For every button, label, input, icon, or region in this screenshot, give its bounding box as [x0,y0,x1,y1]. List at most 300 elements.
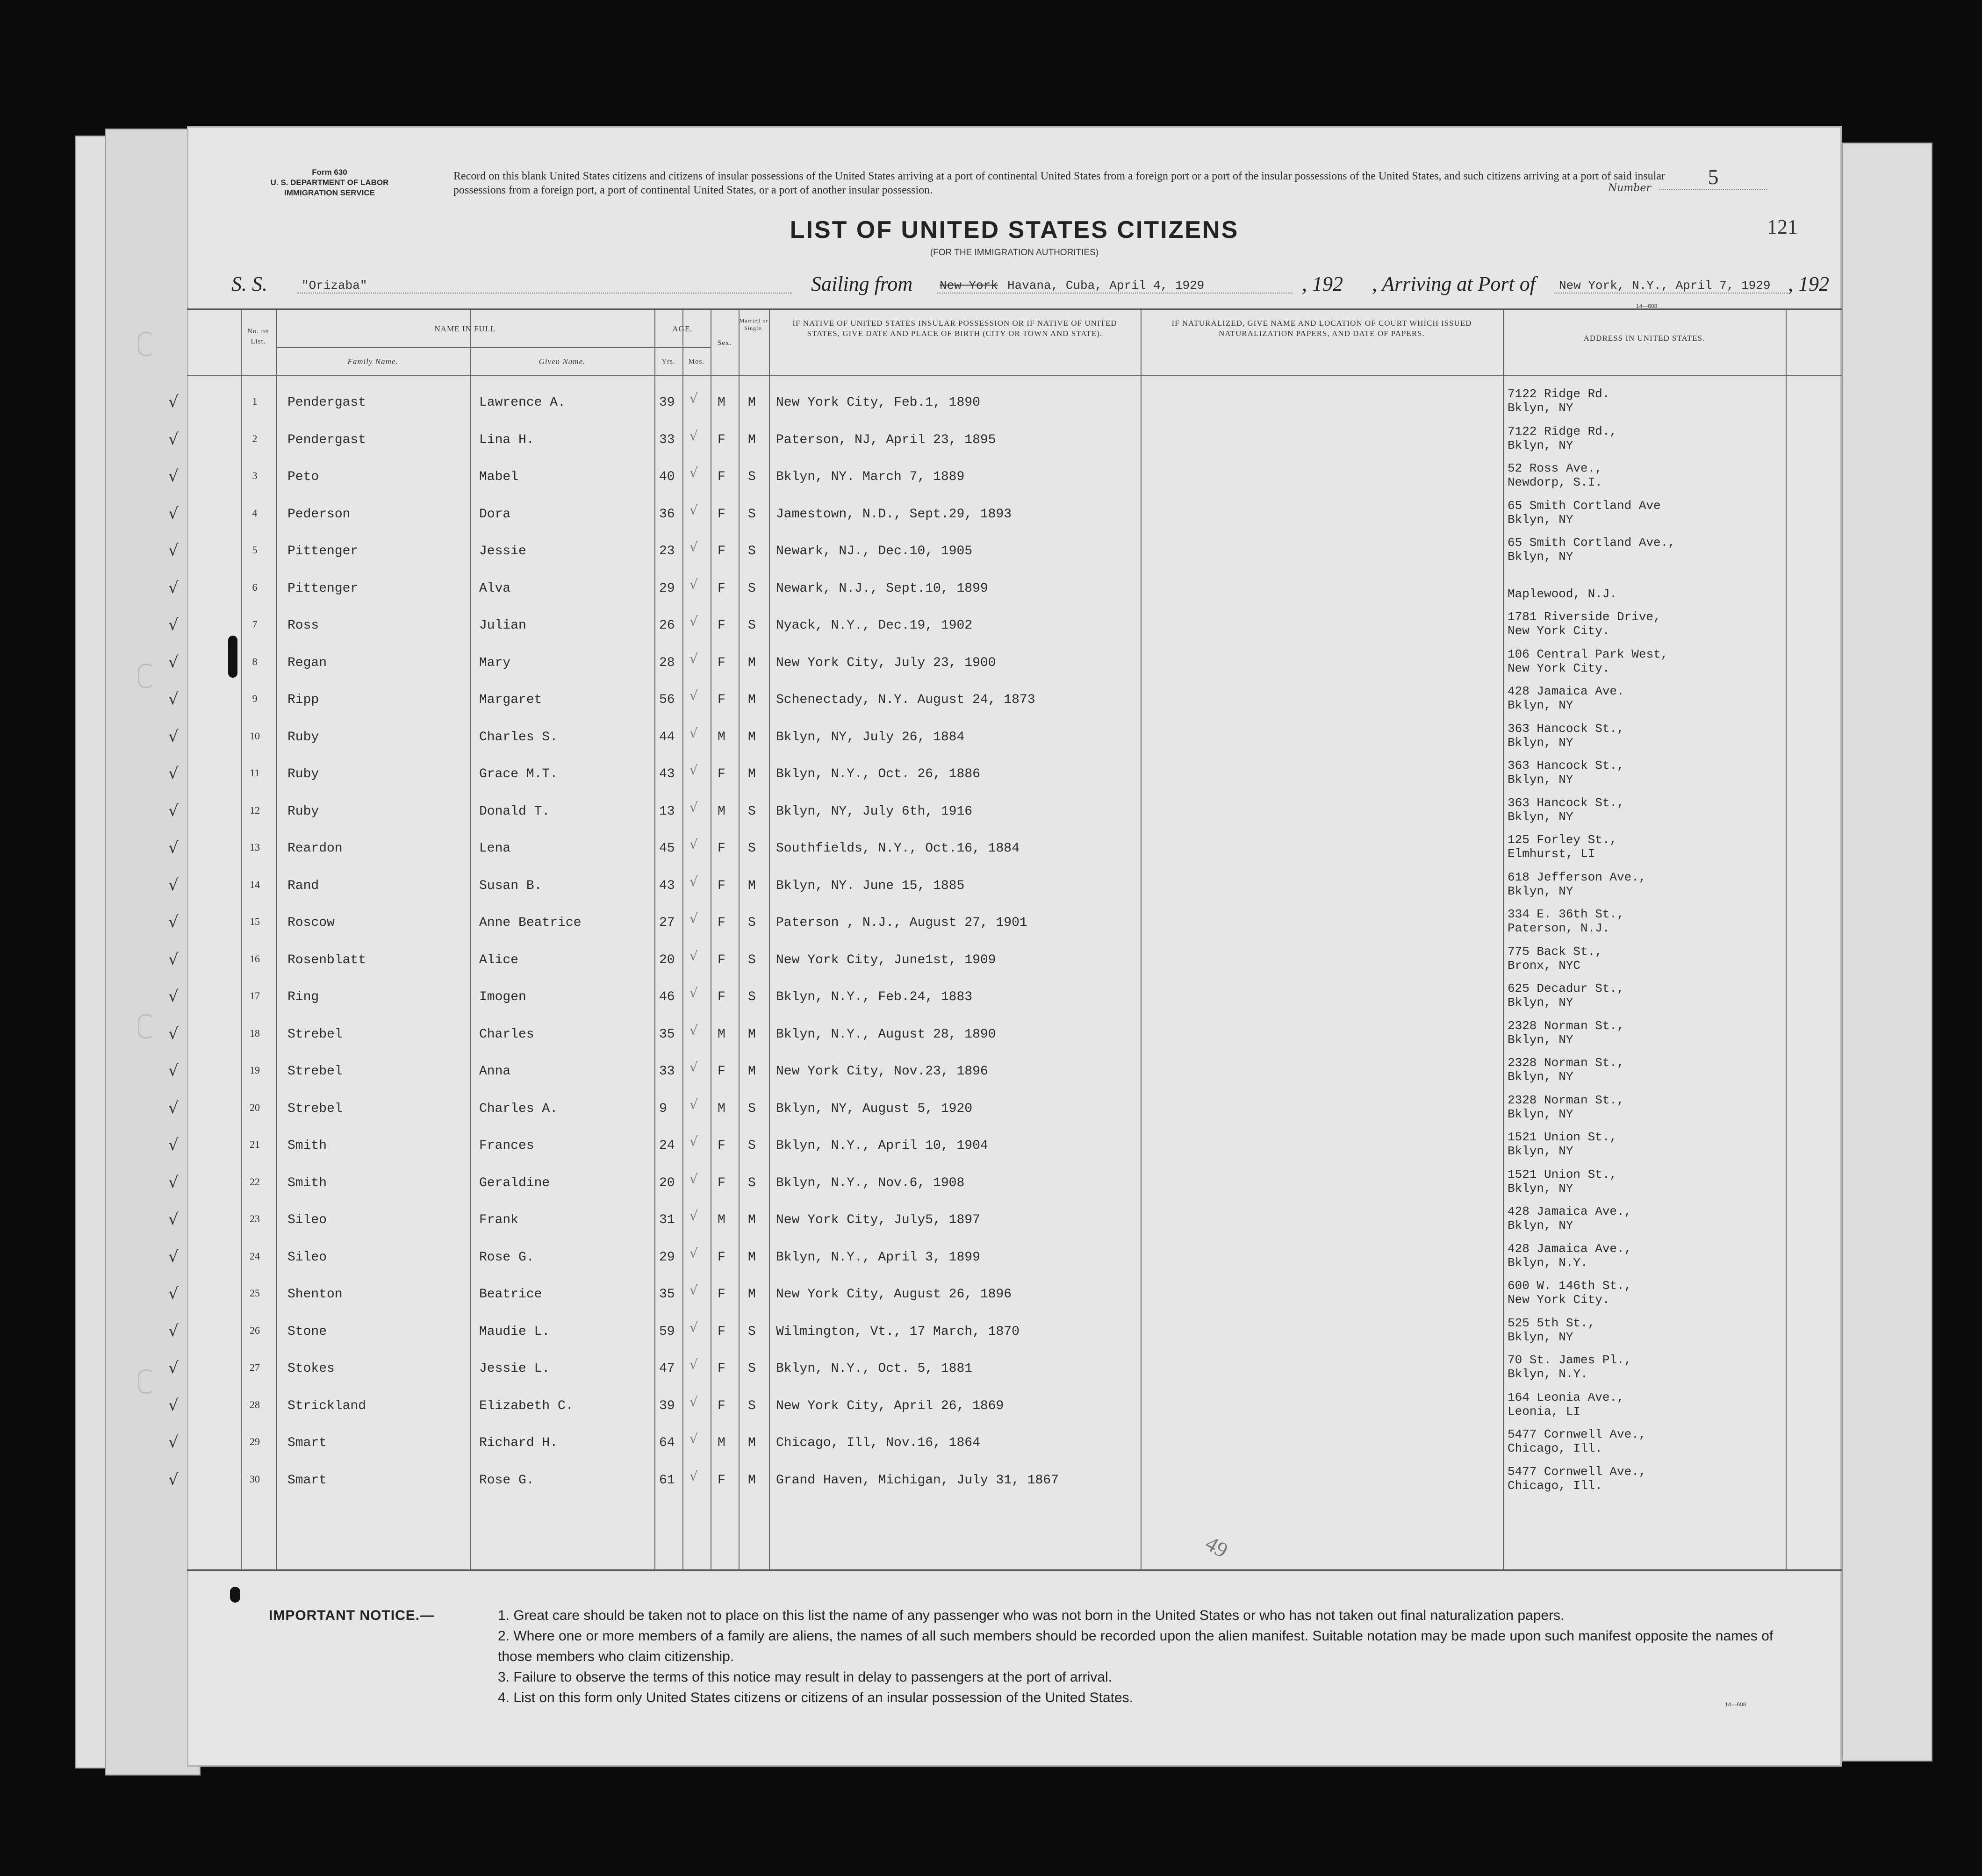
marital-status: S [748,1101,756,1116]
marital-status: M [748,1287,756,1302]
age-years: 24 [659,1138,675,1153]
address-line-1: 1781 Riverside Drive, [1508,610,1661,624]
address-line-1: 2328 Norman St., [1508,1056,1624,1070]
arrival-port: New York, N.Y., April 7, 1929 [1559,279,1771,293]
birth-place-date: Wilmington, Vt., 17 March, 1870 [776,1324,1020,1339]
ship-name: "Orizaba" [302,279,367,293]
address-line-2: Bklyn, N.Y. [1508,1367,1588,1381]
family-name: Strebel [287,1064,343,1079]
address-line-1: 5477 Cornwell Ave., [1508,1464,1646,1479]
birth-place-date: Bklyn, NY. March 7, 1889 [776,470,965,484]
form-number: Form 630 [312,168,347,177]
address [1508,1316,1595,1344]
from-struck: New York [940,279,998,293]
family-name: Ruby [287,767,319,781]
marital-status: M [748,878,756,893]
year-suffix-2: , 192 [1788,272,1829,295]
age-years: 35 [659,1287,675,1302]
birth-place-date: Chicago, Ill, Nov.16, 1864 [776,1436,980,1450]
check-mark: √ [168,727,179,746]
given-name: Rose G. [479,1250,534,1265]
table-row [168,647,1842,685]
margin-ring [138,664,155,688]
birth-place-date: Paterson , N.J., August 27, 1901 [776,916,1027,930]
row-number: 19 [250,1064,260,1076]
sex: F [718,1398,725,1413]
check-mark: √ [168,541,179,560]
table-row [168,981,1842,1019]
family-name: Pendergast [287,395,366,410]
given-name: Frances [479,1138,534,1153]
address-line-1 [1508,573,1617,587]
address [1508,387,1609,415]
address-line-2: New York City. [1508,1293,1610,1307]
address [1508,907,1624,935]
check-mark: √ [168,913,179,931]
check-mark: √ [168,1433,179,1452]
address [1508,1465,1646,1493]
birth-place-date: Paterson, NJ, April 23, 1895 [776,432,996,447]
address-line-1: 7122 Ridge Rd., [1508,424,1617,438]
tally-mark: √ [689,651,698,666]
birth-place-date: Bklyn, N.Y., April 10, 1904 [776,1138,988,1153]
age-years: 36 [659,507,675,522]
check-mark: √ [168,1098,179,1117]
row-number: 25 [250,1287,260,1299]
marital-status: M [748,693,756,707]
age-years: 9 [659,1101,667,1116]
given-name: Alice [479,952,519,967]
sex: F [718,952,725,967]
age-years: 29 [659,1250,675,1265]
address-line-2: Bklyn, NY [1508,884,1573,898]
table-row [168,1464,1842,1502]
marital-status: M [748,1436,756,1450]
age-years: 23 [659,544,675,559]
sex: F [718,767,725,781]
birth-place-date: Bklyn, NY, July 26, 1884 [776,730,965,745]
birth-place-date: Bklyn, NY, July 6th, 1916 [776,804,973,819]
family-name: Smith [287,1175,327,1190]
age-years: 61 [659,1473,675,1488]
notice-item-2: 2. Where one or more members of a family are aliens, the names of all such members should be recorded upon the alien manifest. Suitable notation may be made upon such manifest opposite the names of those members who claim citizenship. [498,1628,1774,1664]
birth-place-date: Bklyn, N.Y., Nov.6, 1908 [776,1175,965,1190]
address [1508,722,1624,750]
tally-mark: √ [689,799,698,815]
address [1508,796,1624,824]
back-sheet-edge [105,129,201,1776]
row-number: 20 [250,1101,260,1113]
given-name: Grace M.T. [479,767,558,781]
sex: F [718,990,725,1004]
address-line-2: Leonia, LI [1508,1404,1581,1418]
address-line-1: 363 Hancock St., [1508,795,1624,810]
row-number: 28 [250,1398,260,1411]
address-line-1: 618 Jefferson Ave., [1508,870,1646,884]
age-years: 35 [659,1027,675,1042]
table-row [168,387,1842,424]
family-name: Pederson [287,507,351,522]
check-mark: √ [168,1024,179,1043]
marital-status: S [748,1175,756,1190]
address [1508,573,1617,601]
address [1508,461,1602,489]
birth-place-date: Bklyn, NY. June 15, 1885 [776,878,965,893]
given-name: Donald T. [479,804,550,819]
address-line-1: 1521 Union St., [1508,1130,1617,1144]
table-row [168,1018,1842,1056]
marital-status: M [748,1027,756,1042]
table-row [168,1093,1842,1131]
address-line-1: 428 Jamaica Ave. [1508,684,1624,698]
address-line-1: 125 Forley St., [1508,833,1617,847]
marital-status: M [748,1213,756,1227]
family-name: Strebel [287,1027,343,1042]
address [1508,981,1624,1010]
sex: M [718,1213,725,1227]
table-row [168,1353,1842,1390]
tally-mark: √ [689,428,698,444]
header-no: No. on List. [247,328,269,345]
address-line-2: Bklyn, NY [1508,995,1573,1010]
age-years: 44 [659,730,675,745]
marital-status: S [748,581,756,596]
address-line-2: New York City. [1508,661,1610,675]
notice-lead: IMPORTANT NOTICE.— [269,1608,435,1623]
tally-mark: √ [689,502,698,518]
marital-status: M [748,655,756,670]
header-naturalized: IF NATURALIZED, GIVE NAME AND LOCATION OF COURT WHICH ISSUED NATURALIZATION PAPERS, AND DATE OF PAPERS. [1171,319,1472,338]
address-line-2: Bklyn, NY [1508,1070,1573,1084]
given-name: Anne Beatrice [479,916,582,930]
given-name: Charles A. [479,1101,558,1116]
tally-mark: √ [689,985,698,1001]
check-mark: √ [168,987,179,1006]
age-years: 20 [659,1175,675,1190]
table-row [168,684,1842,722]
table-row [168,498,1842,536]
print-code-bottom: 14—608 [1725,1701,1746,1708]
row-number: 26 [250,1324,260,1336]
table-row [168,536,1842,573]
given-name: Lena [479,841,511,856]
table-row [168,907,1842,945]
check-mark: √ [168,838,179,857]
given-name: Charles [479,1027,534,1042]
birth-place-date: Grand Haven, Michigan, July 31, 1867 [776,1473,1059,1488]
check-mark: √ [168,1321,179,1340]
address [1508,1204,1631,1232]
row-number: 1 [252,395,258,407]
address [1508,610,1661,638]
row-number: 22 [250,1175,260,1188]
table-row [168,833,1842,870]
table-row [168,1279,1842,1316]
birth-place-date: Schenectady, N.Y. August 24, 1873 [776,693,1035,707]
address-line-2: Bklyn, NY [1508,773,1573,787]
address-line-1: 65 Smith Cortland Ave [1508,498,1661,513]
table-row [168,870,1842,908]
given-name: Julian [479,618,526,633]
birth-place-date: Bklyn, N.Y., Oct. 26, 1886 [776,767,980,781]
marital-status: S [748,544,756,559]
age-years: 39 [659,395,675,410]
row-number: 7 [252,618,258,630]
header-age: AGE. [672,324,693,333]
manifest-page [168,126,1842,1767]
address-line-2: Paterson, N.J. [1508,921,1610,935]
table-row [168,1204,1842,1242]
check-mark: √ [168,801,179,820]
stamp-number: 49 [1201,1531,1232,1563]
table-row [168,1241,1842,1279]
family-name: Ripp [287,693,319,707]
tally-mark: √ [689,1394,698,1410]
given-name: Dora [479,507,511,522]
table-row [168,944,1842,982]
birth-place-date: Southfields, N.Y., Oct.16, 1884 [776,841,1020,856]
birth-place-date: Bklyn, N.Y., April 3, 1899 [776,1250,980,1265]
address-line-1: 1521 Union St., [1508,1167,1617,1181]
ship-underline [297,272,792,294]
header-mos: Mos. [688,358,705,365]
table-row [168,461,1842,499]
row-number: 17 [250,990,260,1002]
birth-place-date: Bklyn, N.Y., Feb.24, 1883 [776,990,973,1004]
row-number: 29 [250,1436,260,1447]
address-line-1: 65 Smith Cortland Ave., [1508,536,1675,550]
marital-status: S [748,916,756,930]
birth-place-date: Bklyn, NY, August 5, 1920 [776,1101,973,1116]
row-number: 12 [250,804,260,816]
sex: F [718,618,725,633]
address-line-2: Bklyn, NY [1508,735,1573,750]
tally-mark: √ [689,874,698,889]
check-mark: √ [168,1247,179,1266]
tally-mark: √ [689,539,698,555]
address-line-2: Newdorp, S.I. [1508,475,1602,489]
family-name: Smart [287,1436,327,1450]
row-number: 15 [250,916,260,927]
age-years: 33 [659,1064,675,1079]
address [1508,1019,1624,1047]
tally-mark: √ [689,1171,698,1187]
birth-place-date: New York City, August 26, 1896 [776,1287,1012,1302]
given-name: Alva [479,581,511,596]
number-value: 5 [1659,165,1767,190]
sex: F [718,1287,725,1302]
age-years: 56 [659,693,675,707]
row-number: 14 [250,878,260,890]
age-years: 20 [659,952,675,967]
department-label: U. S. DEPARTMENT OF LABOR [270,178,389,187]
birth-place-date: Bklyn, N.Y., August 28, 1890 [776,1027,996,1042]
margin-ring [138,1369,155,1394]
form-instructions: Record on this blank United States citizens and citizens of insular possessions of the United States arriving at a port of continental United States from a foreign port or a port of the insular possessions of the United States, and such citizens arriving at a port of said insular possessions from a foreign port, a port of continental United States, or a port of another insular possession. [453,170,1666,196]
sailing-label: Sailing from [811,272,913,295]
age-years: 40 [659,470,675,484]
address-line-2: Bklyn, N.Y. [1508,1255,1588,1270]
notice-item-1: 1. Great care should be taken not to place on this list the name of any passenger who was not born in the United States or who has not taken out final naturalization papers. [498,1608,1565,1623]
family-name: Smith [287,1138,327,1153]
punch-hole [230,1587,240,1603]
check-mark: √ [168,1061,179,1080]
marital-status: M [748,1064,756,1079]
check-mark: √ [168,1173,179,1192]
check-mark: √ [168,875,179,895]
sex: F [718,1175,725,1190]
birth-place-date: New York City, June1st, 1909 [776,952,996,967]
row-number: 24 [250,1250,260,1262]
tally-mark: √ [689,688,698,703]
age-years: 43 [659,767,675,781]
sex: F [718,655,725,670]
family-name: Shenton [287,1287,343,1302]
row-number: 4 [252,507,258,519]
address-line-1: 525 5th St., [1508,1316,1595,1330]
table-row [168,795,1842,833]
address-line-2: New York City. [1508,624,1610,638]
row-number: 13 [250,841,260,853]
address [1508,647,1668,675]
check-mark: √ [168,504,179,523]
address [1508,1167,1617,1196]
row-number: 5 [252,544,258,556]
notice-item-4: 4. List on this form only United States citizens or citizens of an insular possession of the United States. [498,1690,1134,1705]
page-title: LIST OF UNITED STATES CITIZENS [790,216,1239,243]
header-family-name: Family Name. [347,357,398,366]
family-name: Smart [287,1473,327,1488]
family-name: Sileo [287,1250,327,1265]
table-row [168,1056,1842,1093]
address [1508,1390,1624,1418]
sex: F [718,470,725,484]
birth-place-date: Bklyn, N.Y., Oct. 5, 1881 [776,1361,973,1376]
family-name: Ross [287,618,319,633]
row-number: 6 [252,581,258,593]
back-sheet [1842,143,1932,1761]
row-number: 23 [250,1213,260,1224]
address-line-2: Bklyn, NY [1508,698,1573,712]
address-line-2: Bklyn, NY [1508,1107,1573,1121]
age-years: 33 [659,432,675,447]
age-years: 59 [659,1324,675,1339]
address [1508,833,1617,861]
given-name: Beatrice [479,1287,542,1302]
given-name: Richard H. [479,1436,558,1450]
check-mark: √ [168,1136,179,1154]
marital-status: M [748,432,756,447]
birth-place-date: New York City, Feb.1, 1890 [776,395,980,410]
marital-status: S [748,952,756,967]
address-line-1: 428 Jamaica Ave., [1508,1204,1632,1218]
punch-hole [228,636,237,678]
address-line-1: 363 Hancock St., [1508,721,1624,736]
print-code-top: 14—608 [1636,303,1658,309]
marital-status: M [748,1250,756,1265]
table-row [168,573,1842,610]
table-row [168,1390,1842,1428]
tally-mark: √ [689,911,698,926]
given-name: Mary [479,655,511,670]
address [1508,1242,1631,1270]
given-name: Maudie L. [479,1324,550,1339]
age-years: 43 [659,878,675,893]
age-years: 26 [659,618,675,633]
page-number: 121 [1767,215,1798,238]
address-line-1: 106 Central Park West, [1508,647,1668,661]
sex: F [718,1138,725,1153]
table-row [168,610,1842,647]
row-number: 27 [250,1361,260,1373]
header-married: Married or Single. [739,317,768,331]
sex: F [718,432,725,447]
family-name: Peto [287,470,319,484]
check-mark: √ [168,1396,179,1415]
given-name: Frank [479,1213,519,1227]
sex: F [718,693,725,707]
tally-mark: √ [689,1319,698,1335]
marital-status: S [748,1361,756,1376]
check-mark: √ [168,616,179,634]
address-line-2: Chicago, Ill. [1508,1478,1602,1493]
address [1508,1279,1631,1307]
number-label: Number [1608,182,1651,194]
address [1508,1353,1631,1381]
check-mark: √ [168,578,179,597]
table-row [168,1427,1842,1465]
check-mark: √ [168,1470,179,1489]
address-line-1: 70 St. James Pl., [1508,1353,1632,1367]
address-line-1: 52 Ross Ave., [1508,461,1602,475]
tally-mark: √ [689,1060,698,1075]
address-line-1: 2328 Norman St., [1508,1093,1624,1107]
margin-ring [138,1014,155,1038]
address [1508,1056,1624,1084]
sex: M [718,804,725,819]
header-given-name: Given Name. [539,357,586,366]
family-name: Stone [287,1324,327,1339]
address-line-2: Bklyn, NY [1508,438,1573,452]
marital-status: S [748,841,756,856]
tally-mark: √ [689,1282,698,1298]
birth-place-date: Newark, N.J., Sept.10, 1899 [776,581,988,596]
family-name: Rosenblatt [287,952,366,967]
tally-mark: √ [689,762,698,778]
service-label: IMMIGRATION SERVICE [284,188,375,197]
sex: F [718,507,725,522]
marital-status: S [748,470,756,484]
age-years: 29 [659,581,675,596]
family-name: Roscow [287,916,335,930]
row-number: 3 [252,470,258,481]
table-row [168,1316,1842,1353]
row-number: 18 [250,1027,260,1039]
check-mark: √ [168,1284,179,1303]
given-name: Susan B. [479,878,542,893]
birth-place-date: Jamestown, N.D., Sept.29, 1893 [776,507,1012,522]
address-line-1: 363 Hancock St., [1508,759,1624,773]
marital-status: S [748,990,756,1004]
marital-status: M [748,730,756,745]
tally-mark: √ [689,391,698,406]
address-line-1: 625 Decadur St., [1508,981,1624,995]
tally-mark: √ [689,576,698,592]
given-name: Imogen [479,990,526,1004]
header-name-in-full: NAME IN FULL [434,324,496,333]
table-row [168,1167,1842,1205]
marital-status: S [748,804,756,819]
